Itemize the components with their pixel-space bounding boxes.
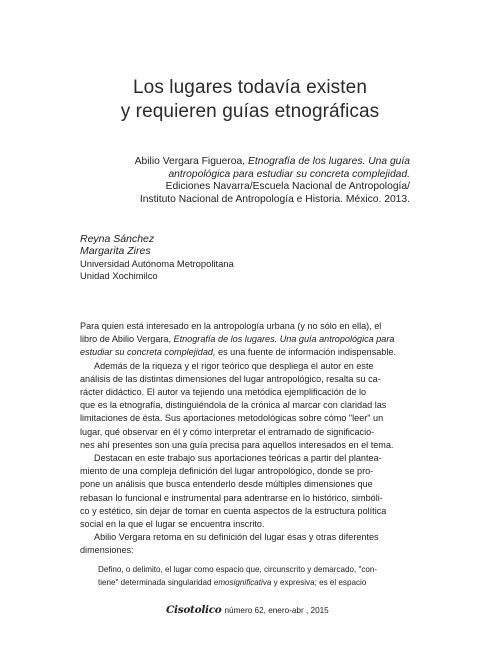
book-reference [70, 156, 410, 206]
quote-line [98, 577, 410, 590]
reference-author: Abilio Vergara Figueroa, [134, 156, 248, 167]
journal-logo: Cisotolico [166, 604, 222, 616]
quote-italic-text: emosignificativa [213, 577, 272, 587]
reference-line: antropológica para estudiar su concreta complejidad. [168, 168, 410, 180]
body-line: lugar, qué observar en él y cómo interpretar el entramado de significacio- [80, 426, 375, 437]
body-line: rácter didáctico. El autor va tejiendo una metódica ejemplificación de lo [80, 387, 367, 398]
body-text: es una fuente de información indispensable. [215, 347, 396, 358]
article-title [100, 76, 400, 124]
body-line: limitaciones de ésta. Sus aportaciones metodológicas sobre cómo "leer" un [80, 413, 384, 424]
author-name: Margarita Zires [80, 245, 151, 258]
body-line: que es la etnografía, distinguiéndola de la crónica al marcar con claridad las [80, 400, 387, 411]
quote-text: tiene" determinada singularidad [98, 577, 214, 587]
body-line: co y estético, sin dejar de tomar en cuenta aspectos de la estructura política [80, 505, 387, 516]
body-line [80, 346, 410, 359]
body-italic-text: Etnografía de los lugares. Una guía antropológica para [173, 334, 395, 345]
quote-text: y expresiva; es el espacio [271, 577, 367, 587]
body-line: nes ahí presentes son una guía precisa para aquellos interesados en el tema. [80, 439, 394, 450]
reference-line: Ediciones Navarra/Escuela Nacional de Antropología/ [165, 181, 410, 193]
body-line: Abilio Vergara retoma en su definición del lugar ésas y otras diferentes [94, 532, 379, 543]
quote-line: Defino, o delimito, el lugar como espacio que, circunscrito y demarcado, "con- [98, 565, 378, 574]
body-line [80, 333, 410, 346]
title-line: Los lugares todavía existen [132, 77, 367, 98]
body-line: miento de una compleja definición del lugar antropológico, donde se pro- [80, 466, 374, 477]
article-body [80, 320, 410, 558]
reference-line: Instituto Nacional de Antropología e Historia. México. 2013. [139, 193, 410, 205]
author-affiliation: Universidad Autónoma Metropolitana [80, 257, 234, 269]
reference-book-title: Etnografía de los lugares. Una guía [248, 156, 410, 167]
page-footer [166, 604, 329, 616]
author-affiliation: Unidad Xochimilco [80, 270, 158, 282]
body-line: Para quien está interesado en la antropología urbana (y no sólo en ella), el [80, 321, 382, 331]
body-line: pone un análisis que busca entenderlo desde múltiples dimensiones que [80, 479, 373, 490]
block-quote [98, 564, 410, 589]
body-line: social en la que el lugar se encuentra inscrito. [80, 519, 265, 530]
body-line: análisis de las distintas dimensiones del lugar antropológico, resalta su ca- [80, 373, 381, 384]
body-text: libro de Abilio Vergara, [80, 334, 174, 345]
body-line: rebasan lo funcional e instrumental para adentrarse en lo histórico, simbóli- [80, 492, 383, 503]
reference-line [70, 156, 410, 169]
title-line: y requieren guías etnográficas [120, 101, 380, 122]
body-italic-text: estudiar su concreta complejidad, [80, 347, 216, 358]
body-line: Además de la riqueza y el rigor teórico que despliega el autor en este [94, 360, 374, 371]
issue-info: número 62, enero-abr , 2015 [224, 606, 329, 615]
author-name: Reyna Sánchez [80, 233, 155, 245]
body-line: dimensiones: [80, 545, 134, 556]
authors-block [80, 233, 234, 282]
body-line: Destacan en este trabajo sus aportaciones teóricas a partir del planteа- [94, 453, 382, 464]
